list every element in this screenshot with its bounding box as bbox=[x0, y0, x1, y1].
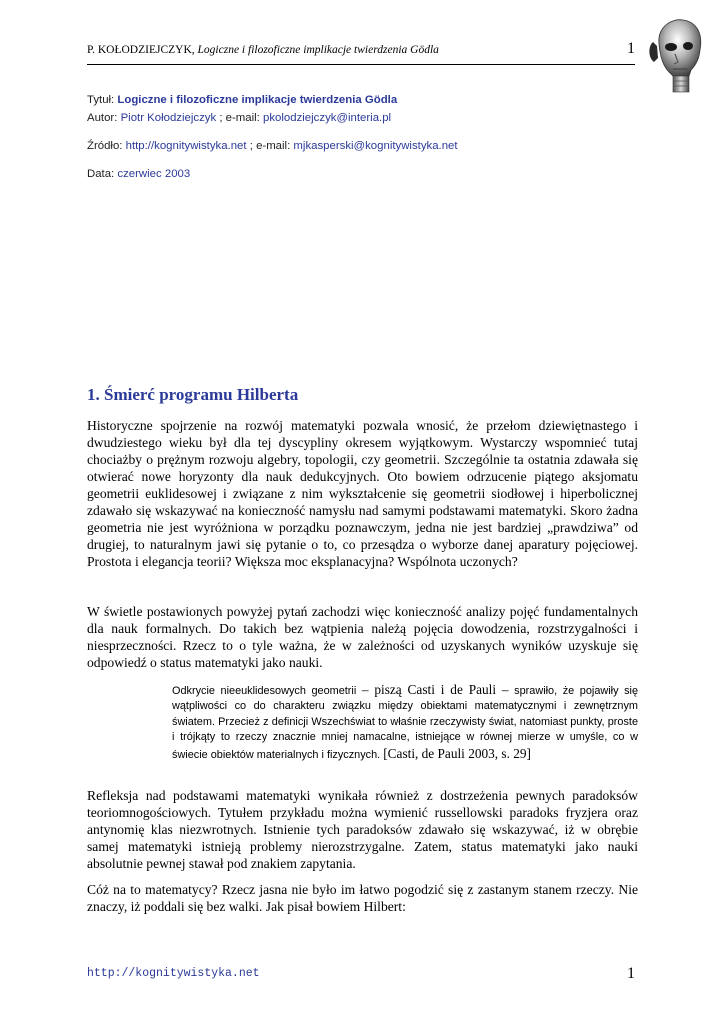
meta-date-label: Data: bbox=[87, 168, 115, 180]
section-heading: 1. Śmierć programu Hilberta bbox=[87, 385, 299, 404]
meta-author-line bbox=[87, 112, 391, 124]
footer-page-number: 1 bbox=[627, 965, 635, 982]
paragraph-3: Refleksja nad podstawami matematyki wynikała również z dostrzeżenia pewnych paradoksów teoriomnogościowych. Tytułem przykładu można wymienić russellowski paradoks fryzjera oraz antynomię klas niezwrotnych. Istnienie tych paradoksów zdawało się wskazywać, iż w obrębie samej matematyki istnieją problemy nierozstrzygalne. Zatem, status matematyki jako nauki absolutnie pewnej stawał pod znakiem zapytania. bbox=[87, 788, 638, 871]
block-quote bbox=[172, 682, 638, 763]
running-head-author: P. KOŁODZIEJCZYK, bbox=[87, 44, 195, 56]
meta-source-line bbox=[87, 140, 458, 152]
quote-part-1: Odkrycie nieeuklidesowych geometrii bbox=[172, 685, 357, 697]
paragraph-2: W świetle postawionych powyżej pytań zachodzi więc konieczność analizy pojęć fundamentalnych dla nauk formalnych. Do takich bez wątpienia należą pojęcia dowodzenia, rozstrzygalności i niesprzeczności. Rzecz to o tyle ważna, że w zależności od uzyskanych wyników uzyskuje się odpowiedź o status matematyki jako nauki. bbox=[87, 604, 638, 670]
meta-source-email-link[interactable]: mjkasperski@kognitywistyka.net bbox=[293, 140, 458, 152]
meta-date-value: czerwiec 2003 bbox=[117, 168, 191, 180]
meta-title-line bbox=[87, 94, 397, 106]
meta-source-email-label: ; e-mail: bbox=[249, 140, 291, 152]
meta-title-label: Tytuł: bbox=[87, 94, 115, 106]
quote-part-3: sprawiło, że pojawiły się wątpliwości co do charakteru związku między obiektami matematycznymi i zewnętrznym światem. Przecież z definicji Wszechświat to właśnie rzeczywisty świat, natomiast punkty, proste i trójkąty to rzeczy znacznie mniej namacalne, istniejące w równej mierze w umyśle, co w świecie obiektów materialnych i fizycznych. bbox=[172, 685, 639, 761]
meta-author-label: Autor: bbox=[87, 112, 118, 124]
meta-author-email-label: ; e-mail: bbox=[219, 112, 260, 124]
robot-head-icon bbox=[645, 14, 707, 96]
meta-source-label: Źródło: bbox=[87, 140, 123, 152]
quote-citation: [Casti, de Pauli 2003, s. 29] bbox=[383, 745, 531, 761]
meta-title-value: Logiczne i filozoficzne implikacje twierdzenia Gödla bbox=[117, 94, 398, 106]
running-head bbox=[87, 44, 439, 56]
meta-source-link[interactable]: http://kognitywistyka.net bbox=[125, 140, 247, 152]
paragraph-1: Historyczne spojrzenie na rozwój matematyki pozwala wnosić, że przełom dziewiętnastego i dwudziestego wieku był dla tej dyscypliny okresem wyjątkowym. Wystarczy wspomnieć tutaj chociażby o prężnym rozwoju algebry, topologii, czy geometrii. Szczególnie ta ostatnia zdawała się otwierać nowe horyzonty dla nauk dedukcyjnych. Oto bowiem odrzucenie piątego aksjomatu geometrii euklidesowej i związane z nim wykształcenie się geometrii siodłowej i hiperbolicznej zdawało się wskazywać na konieczność namysłu nad samymi podstawami matematyki. Skoro żadna geometria nie jest wyróżniona w porządku poznawczym, jedna nie jest bardziej „prawdziwa” od drugiej, to naturalnym jawi się pytanie o to, co przesądza o wyborze danej aparatury pojęciowej. Prostota i elegancja teorii? Większa moc eksplanacyjna? Wspólnota uczonych? bbox=[87, 418, 638, 569]
meta-author-email-link[interactable]: pkolodziejczyk@interia.pl bbox=[263, 112, 392, 124]
footer-url-link[interactable]: http://kognitywistyka.net bbox=[87, 967, 260, 980]
running-head-title: Logiczne i filozoficzne implikacje twierdzenia Gödla bbox=[197, 44, 439, 56]
paragraph-4: Cóż na to matematycy? Rzecz jasna nie było im łatwo pogodzić się z zastanym stanem rzeczy. Nie znaczy, iż poddali się bez walki. Jak pisał bowiem Hilbert: bbox=[87, 882, 638, 914]
meta-date-line bbox=[87, 168, 190, 180]
meta-author-value[interactable]: Piotr Kołodziejczyk bbox=[120, 112, 217, 124]
quote-attribution: – piszą Casti i de Pauli – bbox=[361, 682, 509, 697]
header-page-number: 1 bbox=[627, 40, 635, 57]
page-header bbox=[87, 42, 635, 65]
